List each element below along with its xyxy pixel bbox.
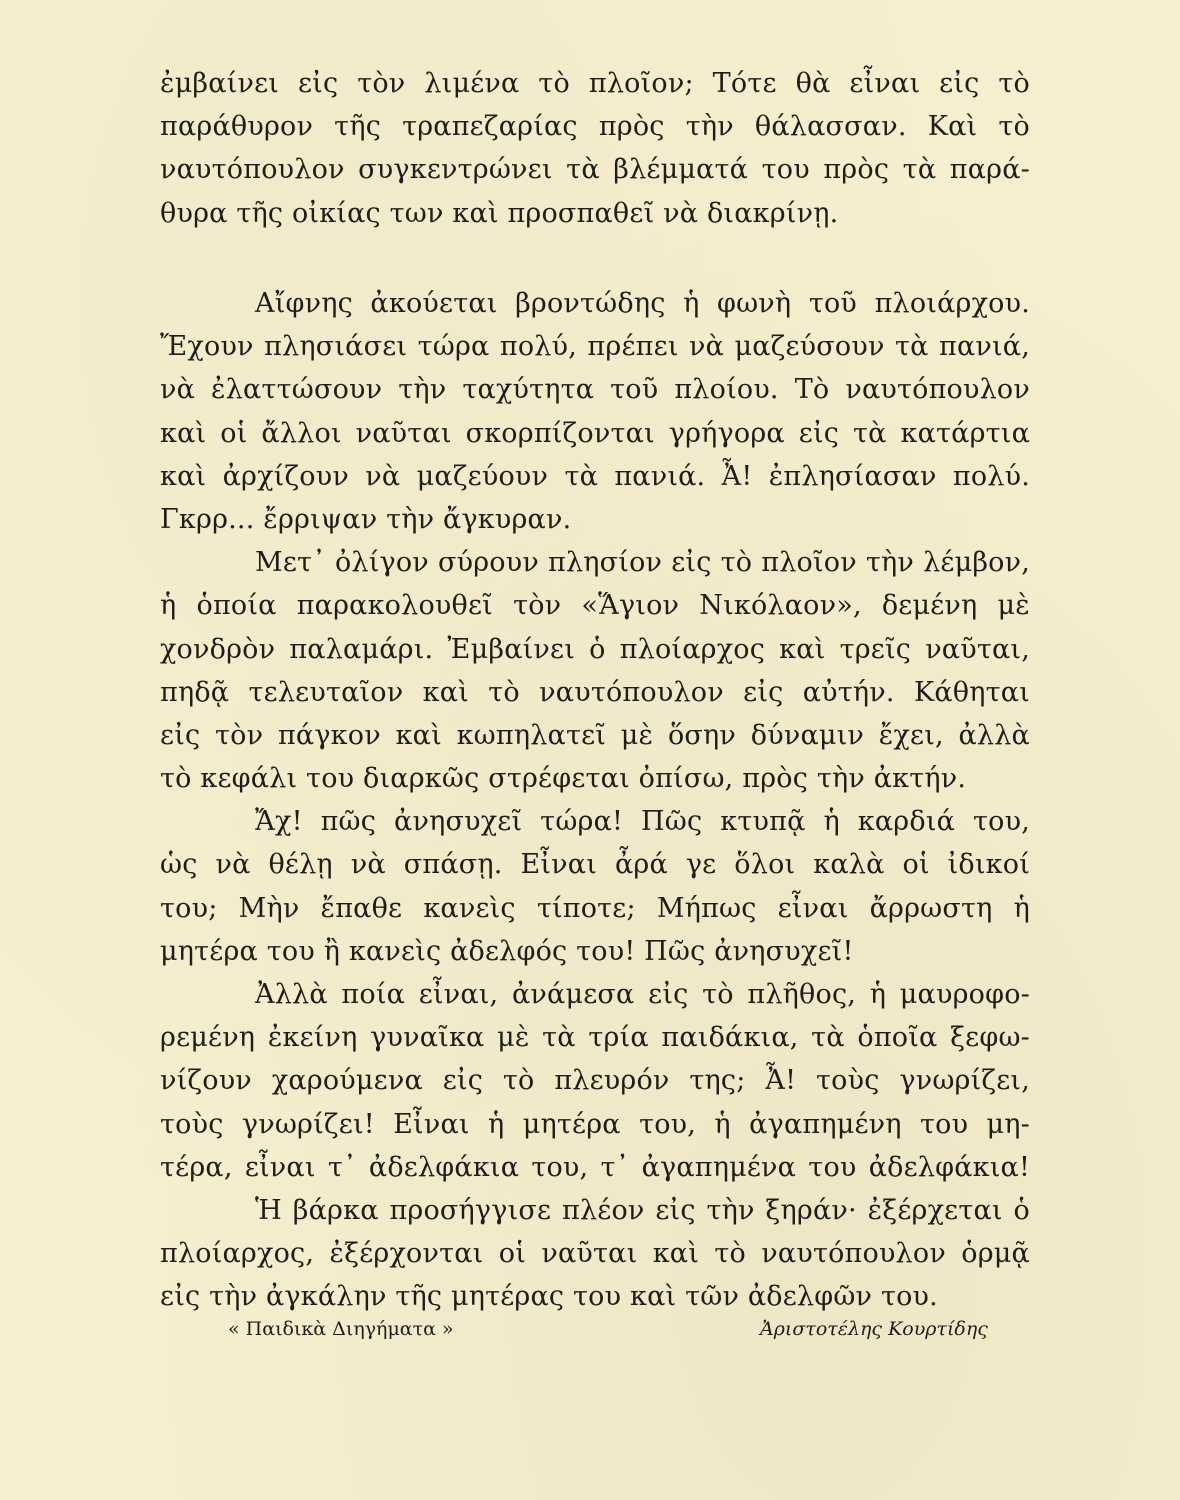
text-line: ἡ ὁποία παρακολουθεῖ τὸν «Ἅγιον Νικόλαον», δεμένη μὲ bbox=[160, 590, 1030, 622]
text-line: Ἔχουν πλησιάσει τώρα πολύ, πρέπει νὰ μαζεύσουν τὰ πανιά, bbox=[160, 331, 1030, 363]
text-line: καὶ οἱ ἄλλοι ναῦται σκορπίζονται γρήγορα εἰς τὰ κατάρτια bbox=[160, 417, 1030, 449]
text-line: νίζουν χαρούμενα εἰς τὸ πλευρόν της; Ἆ! τοὺς γνωρίζει, bbox=[160, 1065, 1030, 1097]
text-line: ὡς νὰ θέλῃ νὰ σπάσῃ. Εἶναι ἆρά γε ὅλοι καλὰ οἱ ἰδικοί bbox=[160, 849, 1030, 881]
text-line: Αἴφνης ἀκούεται βροντώδης ἡ φωνὴ τοῦ πλοιάρχου. bbox=[255, 288, 1030, 319]
paragraph-1 bbox=[160, 62, 1030, 235]
footer-source: « Παιδικὰ Διηγήματα » bbox=[228, 1318, 454, 1340]
text-line: Γκρρ... ἔρριψαν τὴν ἄγκυραν. bbox=[160, 503, 572, 535]
text-line: Ἀλλὰ ποία εἶναι, ἀνάμεσα εἰς τὸ πλῆθος, ἡ μαυροφο- bbox=[255, 979, 1030, 1010]
text-line: χονδρὸν παλαμάρι. Ἐμβαίνει ὁ πλοίαρχος καὶ τρεῖς ναῦται, bbox=[160, 633, 1030, 665]
text-line: Ἡ βάρκα προσήγγισε πλέον εἰς τὴν ξηράν· ἐξέρχεται ὁ bbox=[255, 1194, 1030, 1226]
footer-author: Ἀριστοτέλης Κουρτίδης bbox=[760, 1318, 988, 1340]
text-line: τὸ κεφάλι του διαρκῶς στρέφεται ὀπίσω, πρὸς τὴν ἀκτήν. bbox=[160, 763, 967, 795]
text-line: εἰς τὸν πάγκον καὶ κωπηλατεῖ μὲ ὅσην δύναμιν ἔχει, ἀλλὰ bbox=[160, 719, 1030, 751]
text-line: τέρα, εἶναι τ᾿ ἀδελφάκια του, τ᾿ ἀγαπημένα του ἀδελφάκια! bbox=[160, 1151, 1030, 1183]
text-line: Μετ᾿ ὀλίγον σύρουν πλησίον εἰς τὸ πλοῖον τὴν λέμβον, bbox=[255, 547, 1030, 579]
text-line: Ἄχ! πῶς ἀνησυχεῖ τώρα! Πῶς κτυπᾷ ἡ καρδιά του, bbox=[255, 806, 1030, 838]
text-line: πλοίαρχος, ἐξέρχονται οἱ ναῦται καὶ τὸ ναυτόπουλον ὁρμᾷ bbox=[160, 1238, 1030, 1270]
text-line: του; Μὴν ἔπαθε κανεὶς τίποτε; Μήπως εἶναι ἄρρωστη ἡ bbox=[160, 892, 1030, 924]
text-line: εἰς τὴν ἀγκάλην τῆς μητέρας του καὶ τῶν ἀδελφῶν του. bbox=[160, 1281, 938, 1313]
text-line: θυρα τῆς οἰκίας των καὶ προσπαθεῖ νὰ διακρίνῃ. bbox=[160, 197, 839, 229]
text-line: μητέρα του ἢ κανεὶς ἀδελφός του! Πῶς ἀνησυχεῖ! bbox=[160, 935, 854, 967]
paragraph-2 bbox=[160, 282, 1030, 1319]
text-line: ἐμβαίνει εἰς τὸν λιμένα τὸ πλοῖον; Τότε θὰ εἶναι εἰς τὸ bbox=[160, 68, 1030, 99]
text-line: τοὺς γνωρίζει! Εἶναι ἡ μητέρα του, ἡ ἀγαπημένη του μη- bbox=[160, 1108, 1030, 1140]
text-line: καὶ ἀρχίζουν νὰ μαζεύουν τὰ πανιά. Ἆ! ἐπλησίασαν πολύ. bbox=[160, 460, 1030, 492]
text-line: πηδᾷ τελευταῖον καὶ τὸ ναυτόπουλον εἰς αὐτήν. Κάθηται bbox=[160, 676, 1030, 708]
text-line: ναυτόπουλον συγκεντρώνει τὰ βλέμματά του πρὸς τὰ παρά- bbox=[160, 154, 1030, 186]
text-line: ρεμένη ἐκείνη γυναῖκα μὲ τὰ τρία παιδάκια, τὰ ὁποῖα ξεφω- bbox=[160, 1022, 1030, 1054]
text-line: παράθυρον τῆς τραπεζαρίας πρὸς τὴν θάλασσαν. Καὶ τὸ bbox=[160, 111, 1030, 143]
text-line: νὰ ἐλαττώσουν τὴν ταχύτητα τοῦ πλοίου. Τὸ ναυτόπουλον bbox=[160, 374, 1030, 406]
